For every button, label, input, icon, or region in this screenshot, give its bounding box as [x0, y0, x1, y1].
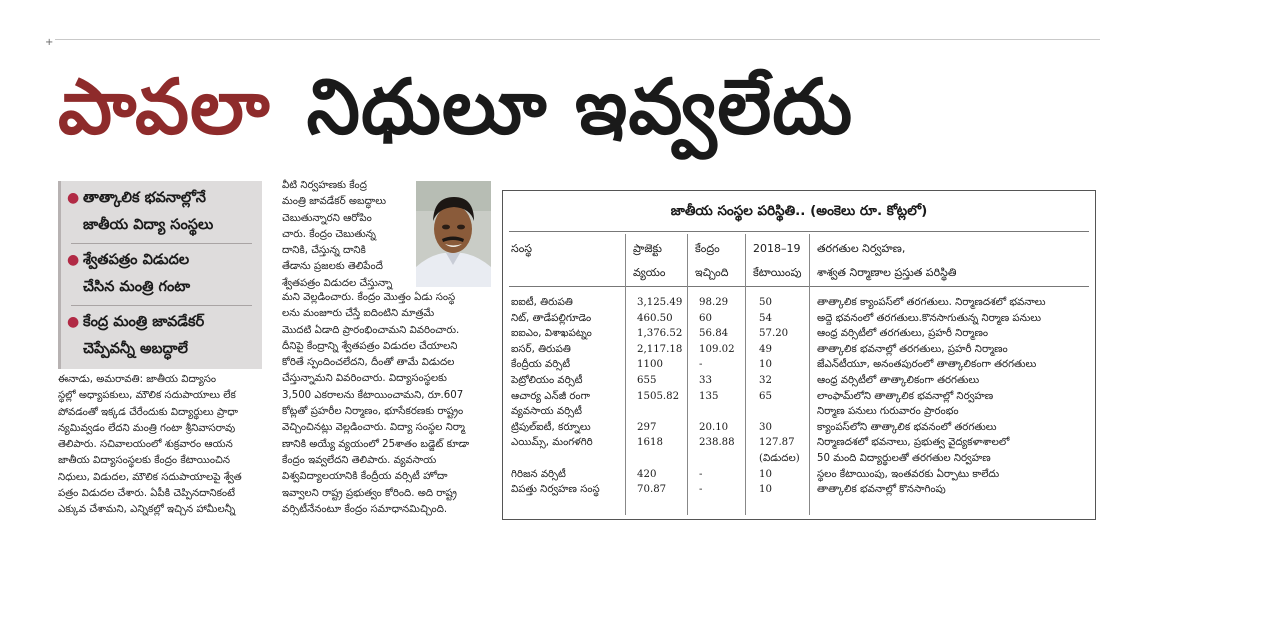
table-cell-given: - [699, 359, 703, 371]
table-cell-given: 60 [699, 312, 712, 324]
header-allocation: 2018–19 కేటాయింపు [753, 242, 802, 279]
bullet-icon: ● [67, 252, 80, 268]
table-cell-given: 98.29 [699, 297, 729, 308]
highlight-text: శ్వేతపత్రం విడుదల చేసిన మంత్రి గంటా [83, 252, 191, 295]
highlights-box [58, 181, 262, 369]
table-cell-alloc: 57.20 [759, 328, 789, 340]
article-column-2-top: వీటి నిర్వహణకు కేంద్ర మంత్రి జావడేకర్ అబద్ధాలు చెబుతున్నారని ఆరోపిం చారు. కేంద్రం చెబుతున్న దానికి, చేస్తున్న దానికి తేడాను ప్రజలకు తెలిపేందే శ్వేతపత్రం విడుదల చేస్తున్నా [282, 180, 393, 289]
table-cell-alloc: 65 [759, 390, 772, 402]
table-cell-status: అద్దె భవనంలో తరగతులు.కొనసాగుతున్న నిర్మాణ పనులు [817, 312, 1042, 324]
table-cell-status: నిర్మాణ పనులు గురువారం ప్రారంభం [817, 406, 959, 418]
table-cell-name: ఐఐటీ, తిరుపతి [511, 297, 573, 308]
column-divider [625, 234, 626, 515]
table-cell-given: 238.88 [699, 437, 735, 449]
bullet-icon: ● [67, 314, 80, 330]
table-cell-alloc: 127.87 [759, 437, 795, 449]
table-cell-status: 50 మంది విద్యార్థులతో తరగతుల నిర్వహణ [817, 453, 991, 464]
headline [58, 52, 853, 162]
table-cell-name: విపత్తు నిర్వహణ సంస్థ [511, 484, 600, 496]
table-cell-status: ఆంధ్ర వర్సిటీలో తరగతులు, ప్రహరీ నిర్మాణం [817, 328, 989, 340]
highlight-divider [71, 305, 252, 306]
table-cell-alloc: 54 [759, 312, 772, 324]
table-cell-name: ట్రిపుల్ఐటీ, కర్నూలు [511, 421, 591, 433]
table-cell-status: లాంఫామ్‌లోని తాత్కాలిక భవనాల్లో నిర్వహణ [817, 390, 994, 402]
table-cell-given: 20.10 [699, 421, 729, 433]
table-cell-cost: 1,376.52 [637, 328, 683, 340]
table-cell-name: నిట్, తాడేపల్లిగూడెం [511, 312, 592, 324]
table-rule [509, 231, 1089, 232]
headline-part1: పావలా [58, 62, 271, 151]
table-cell-alloc: 50 [759, 297, 772, 308]
column-divider [809, 234, 810, 515]
header-project-cost: ప్రాజెక్టు వ్యయం [633, 242, 666, 279]
table-cell-given: 56.84 [699, 328, 729, 340]
bullet-icon: ● [67, 190, 80, 206]
table-cell-status: ఆంధ్ర వర్సిటీలో తాత్కాలికంగా తరగతులు [817, 375, 980, 386]
highlight-text: తాత్కాలిక భవనాల్లోనే జాతీయ విద్యా సంస్థలు [83, 190, 214, 233]
table-cell-status: తాత్కాలిక క్యాంపస్‌లో తరగతులు. నిర్మాణదశలో భవనాలు [817, 297, 1046, 308]
table-cell-alloc: 49 [759, 343, 772, 355]
crop-mark-icon: + [45, 37, 54, 48]
table-cell-alloc: 10 [759, 359, 772, 371]
institutions-table [502, 190, 1096, 520]
table-cell-given: 33 [699, 375, 712, 386]
table-cell-alloc: (విడుదల) [759, 453, 800, 464]
table-cell-alloc: 10 [759, 484, 772, 496]
highlight-item [67, 247, 254, 301]
header-institution: సంస్థ [511, 242, 533, 255]
table-cell-alloc: 32 [759, 375, 772, 386]
table-cell-status: క్యాంపస్‌లోని తాత్కాలిక భవనంలో తరగతులు [817, 421, 997, 433]
table-cell-given: - [699, 484, 703, 496]
table-cell-name: ఐసర్, తిరుపతి [511, 343, 571, 355]
article-column-2: మని వెల్లడించారు. కేంద్రం మొత్తం ఏడు సంస్థ లను మంజూరు చేస్తే ఐదింటిని మాత్రమే మొదటి ఏడాది ప్రారంభించామని వివరించారు. దీనిపై కేంద్రాన్ని శ్వేతపత్రం విడుదల చేయాలని కోరితే స్పందించలేదని, దీంతో తామే విడుదల చేస్తున్నామని వివరించారు. విద్యాసంస్థలకు 3,500 ఎకరాలను కేటాయించామని, రూ.607 కోట్లతో ప్రహరీల నిర్మాణం, భూసేకరణకు రాష్ట్రం వెచ్చించినట్లు వెల్లడించారు. విద్యా సంస్థల నిర్మా ణానికి అయ్యే వ్యయంలో 25శాతం బడ్జెట్ కూడా కేంద్రం ఇవ్వలేదని తెలిపారు. వ్యవసాయ విశ్వవిద్యాలయానికి కేంద్రీయ వర్సిటీ హోదా ఇవ్వాలని రాష్ట్ర ప్రభుత్వం కోరింది. అది రాష్ట్ర వర్సిటీనేనంటూ కేంద్రం సమాధానమిచ్చింది. [282, 292, 470, 515]
table-cell-alloc: 10 [759, 468, 772, 480]
table-cell-cost: 1505.82 [637, 390, 680, 402]
table-cell-cost: 1100 [637, 359, 663, 371]
column-divider [745, 234, 746, 515]
table-cell-cost: 1618 [637, 437, 663, 449]
table-cell-name: వ్యవసాయ వర్సిటీ [511, 406, 582, 418]
table-cell-name: ఐఐఎం, విశాఖపట్నం [511, 328, 592, 340]
table-cell-given: 109.02 [699, 343, 735, 355]
table-cell-status: తాత్కాలిక భవనాల్లో తరగతులు, ప్రహరీ నిర్మాణం [817, 343, 1008, 355]
person-portrait-icon [416, 181, 491, 287]
table-cell-given: 135 [699, 390, 719, 402]
table-title: జాతీయ సంస్థల పరిస్థితి.. (అంకెలు రూ. కోట్లలో) [670, 203, 928, 219]
highlight-item [67, 185, 254, 239]
table-cell-cost: 460.50 [637, 312, 673, 324]
table-cell-name: కేంద్రీయ వర్సిటీ [511, 359, 571, 371]
top-rule [55, 39, 1100, 40]
minister-photo [416, 181, 491, 287]
table-cell-name: ఎయిమ్స్, మంగళగిరి [511, 437, 593, 449]
table-cell-name: పెట్రోలియం వర్సిటీ [511, 375, 583, 386]
table-cell-cost: 655 [637, 375, 657, 386]
table-cell-status: తాత్కాలిక భవనాల్లో కొనసాగింపు [817, 484, 946, 496]
table-cell-alloc: 30 [759, 421, 772, 433]
table-cell-cost: 3,125.49 [637, 297, 683, 308]
table-cell-name: ఆచార్య ఎన్‌జీ రంగా [511, 390, 590, 402]
highlight-item [67, 309, 254, 363]
table-cell-cost: 420 [637, 468, 657, 480]
table-cell-cost: 297 [637, 421, 657, 433]
table-cell-status: జేఎన్‌టీయూ, అనంతపురంలో తాత్కాలికంగా తరగతులు [817, 359, 1037, 371]
table-cell-name: గిరిజన వర్సిటీ [511, 468, 566, 480]
table-rule [509, 286, 1089, 287]
table-cell-given: - [699, 468, 703, 480]
headline-part2: నిధులూ ఇవ్వలేదు [306, 62, 854, 151]
highlight-divider [71, 243, 252, 244]
table-cell-cost: 2,117.18 [637, 343, 683, 355]
highlight-text: కేంద్ర మంత్రి జావడేకర్ చెప్పేవన్నీ అబద్ధాలే [83, 314, 205, 357]
column-divider [687, 234, 688, 515]
article-column-1: ఈనాడు, అమరావతి: జాతీయ విద్యాసం స్థల్లో అధ్యాపకులు, మౌలిక సదుపాయాలు లేక పోవడంతో ఇక్కడ చేరేందుకు విద్యార్థులు ప్రాధా న్యమివ్వడం లేదని మంత్రి గంటా శ్రీనివాసరావు తెలిపారు. సచివాలయంలో శుక్రవారం ఆయన జాతీయ విద్యాసంస్థలకు కేంద్రం కేటాయించిన నిధులు, విడుదల, మౌలిక సదుపాయాలపై శ్వేత పత్రం విడుదల చేశారు. ఏపీకి చెప్పినదానికంటే ఎక్కువ చేశామని, ఎన్నికల్లో ఇచ్చిన హామీలన్నీ [58, 374, 242, 516]
table-cell-status: స్థలం కేటాయింపు, ఇంతవరకు ఏర్పాటు కాలేదు [817, 468, 1000, 480]
header-status: తరగతుల నిర్వహణ, శాశ్వత నిర్మాణాల ప్రస్తుత పరిస్థితి [817, 242, 957, 279]
header-centre-given: కేంద్రం ఇచ్చింది [695, 242, 729, 279]
table-cell-status: నిర్మాణదశలో భవనాలు, ప్రభుత్వ వైద్యకళాశాలలో [817, 437, 1010, 449]
table-cell-cost: 70.87 [637, 484, 667, 496]
